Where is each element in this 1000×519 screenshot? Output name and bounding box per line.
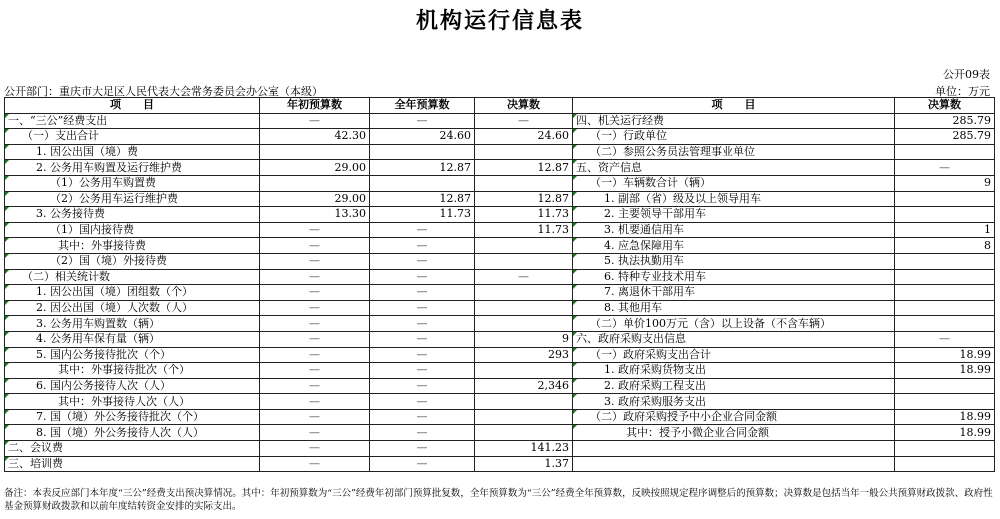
cell-annual-budget: — [370,113,475,129]
cell-final-account-left [475,394,573,410]
row-item-left: 4. 公务用车保有量（辆） [5,331,260,347]
cell-annual-budget [370,175,475,191]
header-final-account-right: 决算数 [895,98,995,114]
cell-annual-budget: — [370,316,475,332]
row-item-left: （2）公务用车运行维护费 [5,191,260,207]
cell-final-account-right [895,191,995,207]
row-item-left: 二、会议费 [5,441,260,457]
cell-annual-budget: — [370,425,475,441]
cell-final-account-left [475,238,573,254]
row-item-left: 其中：外事接待人次（人） [5,394,260,410]
cell-final-account-left [475,300,573,316]
row-item-left: （一）支出合计 [5,129,260,145]
row-item-right: 1. 政府采购货物支出 [573,363,895,379]
cell-final-account-left [475,175,573,191]
cell-initial-budget: — [260,456,370,472]
row-item-right: （二）单价100万元（含）以上设备（不含车辆） [573,316,895,332]
row-item-left: 1. 因公出国（境）团组数（个） [5,285,260,301]
cell-initial-budget: 42.30 [260,129,370,145]
cell-initial-budget: 29.00 [260,160,370,176]
row-item-left: 一、“三公”经费支出 [5,113,260,129]
footnote: 备注：本表反应部门本年度“三公”经费支出预决算情况。其中：年初预算数为“三公”经费年初部门预算批复数，全年预算数为“三公”经费全年预算数，反映按照规定程序调整后的预算数；决算数是包括当年一般公共预算财政拨款、政府性基金预算财政拨款和以前年度结转资金安排的实际支出。 [4,488,993,512]
cell-final-account-left: 1.37 [475,456,573,472]
cell-annual-budget: 12.87 [370,191,475,207]
cell-initial-budget: — [260,238,370,254]
row-item-left: 2. 因公出国（境）人次数（人） [5,300,260,316]
header-item-left: 项 目 [5,98,260,114]
cell-final-account-left [475,363,573,379]
row-item-right: 其中：授予小微企业合同金额 [573,425,895,441]
table-row [5,363,995,379]
cell-final-account-left: 293 [475,347,573,363]
cell-initial-budget: — [260,331,370,347]
table-row [5,222,995,238]
cell-final-account-left: 11.73 [475,207,573,223]
cell-final-account-right [895,456,995,472]
row-item-right: 5. 执法执勤用车 [573,253,895,269]
cell-final-account-right [895,207,995,223]
cell-initial-budget [260,144,370,160]
cell-final-account-left: 141.23 [475,441,573,457]
row-item-right: 2. 主要领导干部用车 [573,207,895,223]
cell-final-account-right [895,300,995,316]
cell-annual-budget: 11.73 [370,207,475,223]
cell-final-account-right: 18.99 [895,363,995,379]
cell-final-account-left: 9 [475,331,573,347]
cell-annual-budget: — [370,222,475,238]
table-row [5,175,995,191]
cell-initial-budget: — [260,285,370,301]
cell-initial-budget: — [260,300,370,316]
cell-final-account-right: 1 [895,222,995,238]
cell-final-account-right: 9 [895,175,995,191]
table-row [5,191,995,207]
row-item-left: （二）相关统计数 [5,269,260,285]
cell-annual-budget: — [370,269,475,285]
table-row [5,409,995,425]
cell-final-account-right: 18.99 [895,425,995,441]
row-item-right: 8. 其他用车 [573,300,895,316]
cell-annual-budget: — [370,441,475,457]
cell-final-account-left [475,285,573,301]
row-item-right: 五、资产信息 [573,160,895,176]
cell-annual-budget: — [370,331,475,347]
cell-annual-budget: — [370,238,475,254]
cell-final-account-left: 12.87 [475,191,573,207]
row-item-left: 7. 国（境）外公务接待批次（个） [5,409,260,425]
cell-annual-budget [370,144,475,160]
form-number: 公开09表 [943,68,990,81]
cell-final-account-right [895,441,995,457]
cell-initial-budget: — [260,253,370,269]
row-item-right: 3. 政府采购服务支出 [573,394,895,410]
cell-final-account-right [895,253,995,269]
cell-final-account-left [475,144,573,160]
cell-final-account-left [475,253,573,269]
cell-final-account-right [895,285,995,301]
header-final-account-left: 决算数 [475,98,573,114]
cell-final-account-left [475,316,573,332]
cell-initial-budget: — [260,316,370,332]
row-item-right: 6. 特种专业技术用车 [573,269,895,285]
table-header-row [5,98,995,114]
row-item-left: 2. 公务用车购置及运行维护费 [5,160,260,176]
cell-final-account-right: — [895,160,995,176]
cell-final-account-left [475,409,573,425]
department-label: 公开部门：重庆市大足区人民代表大会常务委员会办公室（本级） [4,85,323,98]
cell-final-account-left: 24.60 [475,129,573,145]
cell-initial-budget [260,175,370,191]
cell-annual-budget: 12.87 [370,160,475,176]
unit-label: 单位：万元 [935,85,990,98]
row-item-left: 8. 国（境）外公务接待人次（人） [5,425,260,441]
cell-final-account-right [895,378,995,394]
cell-final-account-right: — [895,331,995,347]
cell-final-account-left: — [475,269,573,285]
page-title: 机构运行信息表 [415,8,584,34]
table-row [5,316,995,332]
row-item-left: （2）国（境）外接待费 [5,253,260,269]
row-item-right: 四、机关运行经费 [573,113,895,129]
cell-final-account-right: 8 [895,238,995,254]
cell-final-account-right: 285.79 [895,113,995,129]
row-item-left: 6. 国内公务接待人次（人） [5,378,260,394]
header-item-right: 项 目 [573,98,895,114]
cell-annual-budget: 24.60 [370,129,475,145]
table-row [5,425,995,441]
cell-initial-budget: — [260,378,370,394]
row-item-right: 1. 副部（省）级及以上领导用车 [573,191,895,207]
row-item-left: 其中：外事接待批次（个） [5,363,260,379]
cell-final-account-left: 11.73 [475,222,573,238]
table-row [5,378,995,394]
cell-annual-budget: — [370,347,475,363]
table-row [5,394,995,410]
cell-annual-budget: — [370,394,475,410]
row-item-left: 三、培训费 [5,456,260,472]
table-row [5,441,995,457]
cell-final-account-left: — [475,113,573,129]
row-item-right: 4. 应急保障用车 [573,238,895,254]
row-item-right: 六、政府采购支出信息 [573,331,895,347]
table-row [5,285,995,301]
cell-annual-budget: — [370,378,475,394]
cell-final-account-right [895,269,995,285]
cell-final-account-right: 18.99 [895,347,995,363]
cell-final-account-right: 18.99 [895,409,995,425]
cell-initial-budget: — [260,269,370,285]
cell-initial-budget: — [260,222,370,238]
table-row [5,129,995,145]
row-item-right [573,441,895,457]
row-item-right: 2. 政府采购工程支出 [573,378,895,394]
row-item-left: 其中：外事接待费 [5,238,260,254]
cell-annual-budget: — [370,253,475,269]
table-row [5,160,995,176]
row-item-left: 1. 因公出国（境）费 [5,144,260,160]
row-item-right: 7. 离退休干部用车 [573,285,895,301]
cell-final-account-right [895,316,995,332]
table-row [5,347,995,363]
cell-final-account-right: 285.79 [895,129,995,145]
row-item-left: 3. 公务用车购置数（辆） [5,316,260,332]
cell-final-account-right [895,144,995,160]
cell-annual-budget: — [370,363,475,379]
cell-annual-budget: — [370,300,475,316]
cell-initial-budget: — [260,347,370,363]
table-row [5,113,995,129]
cell-initial-budget: — [260,394,370,410]
cell-annual-budget: — [370,456,475,472]
row-item-right: （二）参照公务员法管理事业单位 [573,144,895,160]
cell-final-account-left: 2,346 [475,378,573,394]
cell-final-account-left [475,425,573,441]
cell-annual-budget: — [370,409,475,425]
table-row [5,207,995,223]
row-item-left: 3. 公务接待费 [5,207,260,223]
row-item-right: （一）车辆数合计（辆） [573,175,895,191]
row-item-left: （1）公务用车购置费 [5,175,260,191]
table-row [5,300,995,316]
cell-initial-budget: — [260,441,370,457]
cell-initial-budget: — [260,425,370,441]
table-row [5,144,995,160]
cell-initial-budget: 29.00 [260,191,370,207]
row-item-right: （一）行政单位 [573,129,895,145]
info-table [4,97,995,472]
row-item-right [573,456,895,472]
row-item-right: 3. 机要通信用车 [573,222,895,238]
cell-initial-budget: 13.30 [260,207,370,223]
table-row [5,238,995,254]
table-row [5,253,995,269]
header-annual-budget: 全年预算数 [370,98,475,114]
cell-initial-budget: — [260,363,370,379]
cell-annual-budget: — [370,285,475,301]
row-item-right: （二）政府采购授予中小企业合同金额 [573,409,895,425]
row-item-left: （1）国内接待费 [5,222,260,238]
row-item-right: （一）政府采购支出合计 [573,347,895,363]
row-item-left: 5. 国内公务接待批次（个） [5,347,260,363]
table-row [5,269,995,285]
table-row [5,456,995,472]
cell-final-account-right [895,394,995,410]
table-row [5,331,995,347]
cell-initial-budget: — [260,409,370,425]
cell-initial-budget: — [260,113,370,129]
cell-final-account-left: 12.87 [475,160,573,176]
header-initial-budget: 年初预算数 [260,98,370,114]
